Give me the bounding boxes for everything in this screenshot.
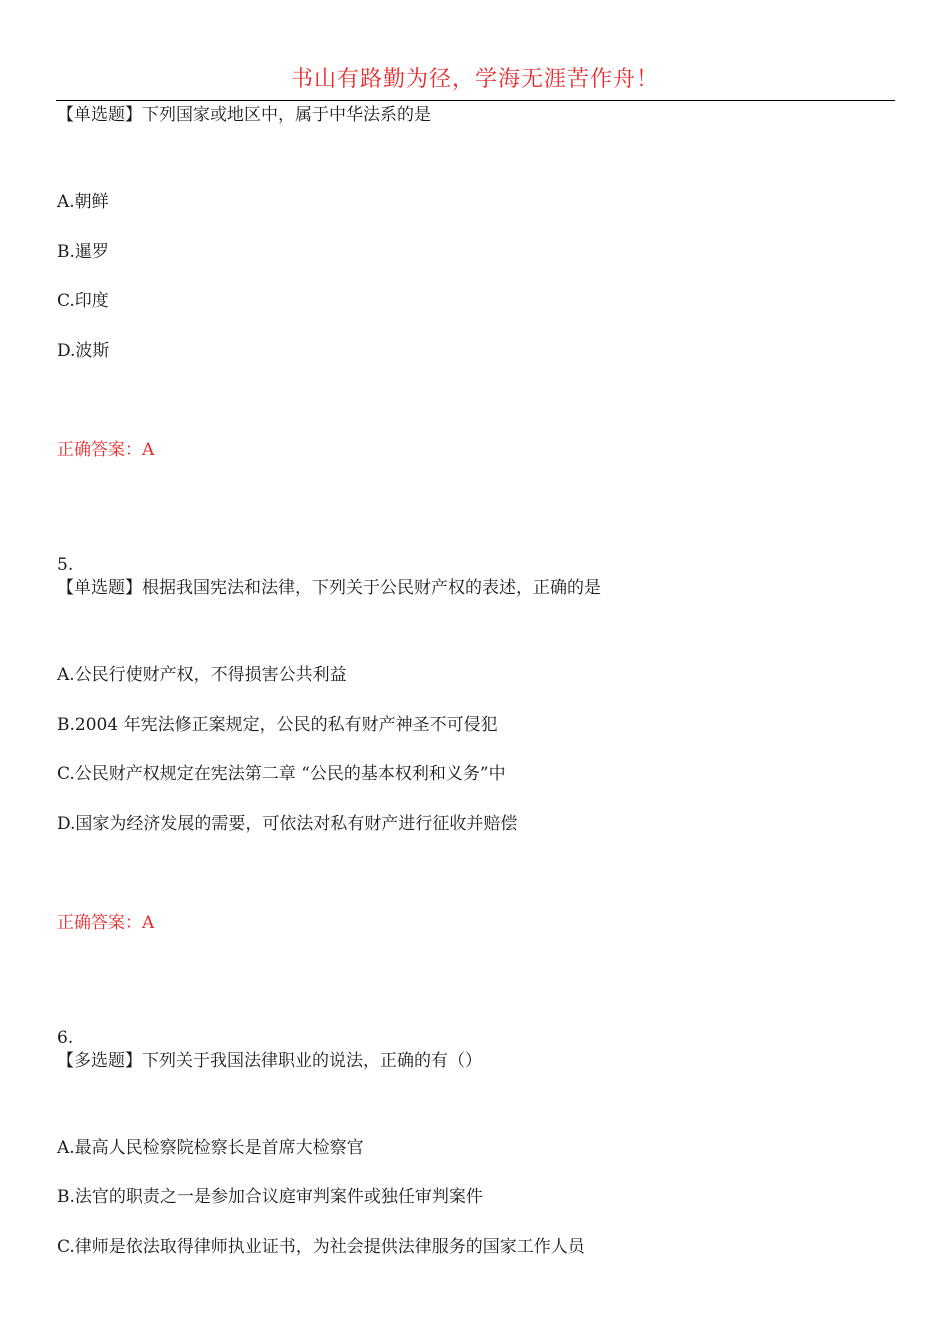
option-a: A.朝鲜 bbox=[57, 192, 109, 212]
question-stem: 【多选题】下列关于我国法律职业的说法，正确的有（） bbox=[57, 1051, 482, 1071]
option-c: C.公民财产权规定在宪法第二章 “公民的基本权利和义务”中 bbox=[57, 764, 506, 784]
question-stem: 【单选题】下列国家或地区中，属于中华法系的是 bbox=[57, 105, 431, 125]
header-motto: 书山有路勤为径，学海无涯苦作舟！ bbox=[290, 67, 659, 92]
question-number: 5. bbox=[57, 555, 74, 575]
option-b: B.2004 年宪法修正案规定，公民的私有财产神圣不可侵犯 bbox=[57, 715, 498, 735]
option-c: C.律师是依法取得律师执业证书，为社会提供法律服务的国家工作人员 bbox=[57, 1237, 585, 1257]
option-d: D.国家为经济发展的需要，可依法对私有财产进行征收并赔偿 bbox=[57, 814, 518, 834]
correct-answer: 正确答案：A bbox=[57, 440, 155, 460]
option-a: A.公民行使财产权，不得损害公共利益 bbox=[57, 665, 347, 685]
option-d: D.波斯 bbox=[57, 341, 110, 361]
option-b: B.暹罗 bbox=[57, 242, 109, 262]
question-stem: 【单选题】根据我国宪法和法律，下列关于公民财产权的表述，正确的是 bbox=[57, 578, 601, 598]
correct-answer: 正确答案：A bbox=[57, 913, 155, 933]
option-a: A.最高人民检察院检察长是首席大检察官 bbox=[57, 1138, 364, 1158]
option-b: B.法官的职责之一是参加合议庭审判案件或独任审判案件 bbox=[57, 1187, 483, 1207]
question-number: 6. bbox=[57, 1028, 74, 1048]
header-divider bbox=[56, 100, 895, 101]
option-c: C.印度 bbox=[57, 291, 109, 311]
